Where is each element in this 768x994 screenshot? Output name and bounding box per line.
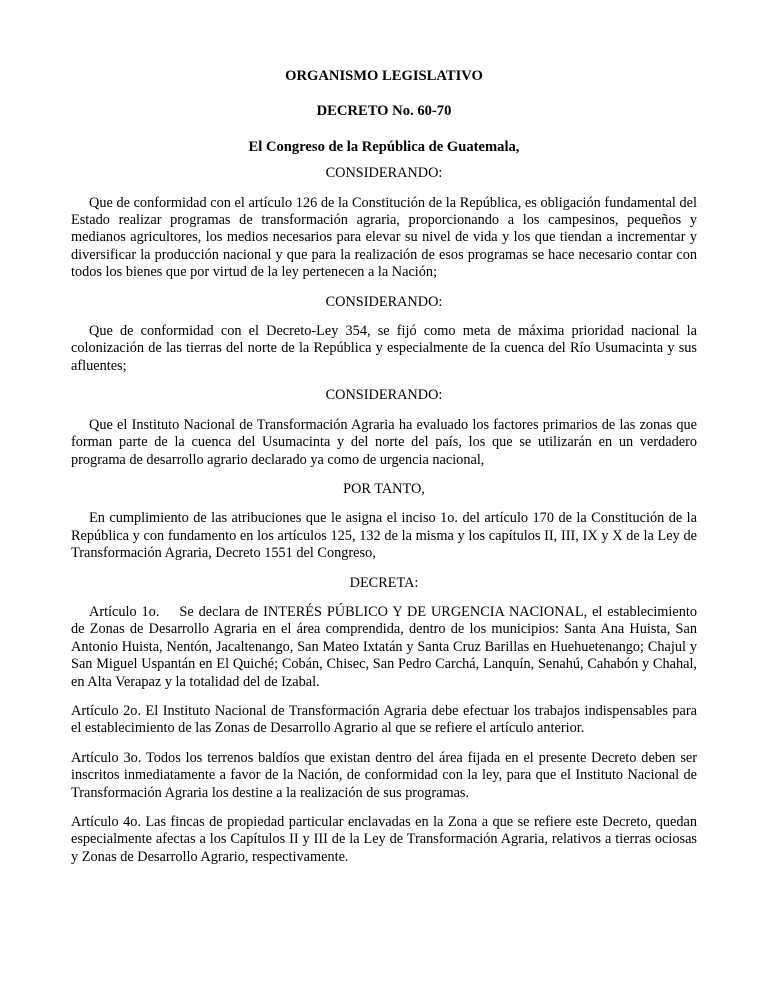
considerando-paragraph-1: Que de conformidad con el artículo 126 de la Constitución de la República, es obligación fundamental del Estado realizar programas de transformación agraria, proporcionando a los campesinos, pequeños y medianos agricultores, los medios necesarios para elevar su nivel de vida y los que tiendan a incrementar y diversificar la producción nacional y que para la realización de esos programas se hace necesario contar con todos los bienes que por virtud de la ley pertenecen a la Nación; [71, 194, 697, 281]
article-1-text: Se declara de INTERÉS PÚBLICO Y DE URGENCIA NACIONAL, el establecimiento de Zonas de Desarrollo Agraria en el área comprendida, dentro de los municipios: Santa Ana Huista, San Antonio Huista, Nentón, Jacaltenango, San Mateo Ixtatán y Santa Cruz Barillas en Huehuetenango; Chajul y San Miguel Uspantán en El Quiché; Cobán, Chisec, San Pedro Carchá, Lanquín, Senahú, Cahabón y Chahal, en Alta Verapaz y la totalidad del de Izabal. [71, 603, 698, 690]
decreta-heading: DECRETA: [349, 574, 419, 591]
considerando-heading-3: CONSIDERANDO: [325, 387, 443, 404]
organism-title: ORGANISMO LEGISLATIVO [285, 68, 483, 84]
considerando-heading-1: CONSIDERANDO: [325, 165, 443, 182]
article-2: Artículo 2o. El Instituto Nacional de Transformación Agraria debe efectuar los trabajos indispensables para el establecimiento de las Zonas de Desarrollo Agrario al que se refiere el artículo anterior. [71, 702, 697, 737]
article-1 [71, 604, 697, 691]
article-1-heading: Artículo 1o. [89, 603, 160, 620]
congress-heading: El Congreso de la República de Guatemala, [248, 138, 520, 155]
considerando-heading-2: CONSIDERANDO: [325, 293, 443, 310]
por-tanto-paragraph: En cumplimiento de las atribuciones que le asigna el inciso 1o. del artículo 170 de la Constitución de la República y con fundamento en los artículos 125, 132 de la misma y los capítulos II, III, IX y X de la Ley de Transformación Agraria, Decreto 1551 del Congreso, [71, 510, 697, 562]
considerando-paragraph-2: Que de conformidad con el Decreto-Ley 354, se fijó como meta de máxima prioridad nacional la colonización de las tierras del norte de la República y especialmente de la cuenca del Río Usumacinta y sus afluentes; [71, 323, 697, 374]
article-4: Artículo 4o. Las fincas de propiedad particular enclavadas en la Zona a que se refiere este Decreto, quedan especialmente afectas a los Capítulos II y III de la Ley de Transformación Agraria, relativos a tierras ociosas y Zonas de Desarrollo Agrario, respectivamente. [71, 814, 697, 865]
considerando-paragraph-3: Que el Instituto Nacional de Transformación Agraria ha evaluado los factores primarios de las zonas que forman parte de la cuenca del Usumacinta y del norte del país, los que se utilizarán en un verdadero programa de desarrollo agrario declarado ya como de urgencia nacional, [71, 416, 697, 468]
article-3: Artículo 3o. Todos los terrenos baldíos que existan dentro del área fijada en el presente Decreto deben ser inscritos inmediatamente a favor de la Nación, de conformidad con la ley, para que el Instituto Nacional de Transformación Agraria los destine a la realización de sus programas. [71, 749, 697, 801]
decree-document [71, 68, 697, 866]
decree-number: DECRETO No. 60-70 [316, 103, 452, 120]
por-tanto-heading: POR TANTO, [343, 480, 425, 497]
